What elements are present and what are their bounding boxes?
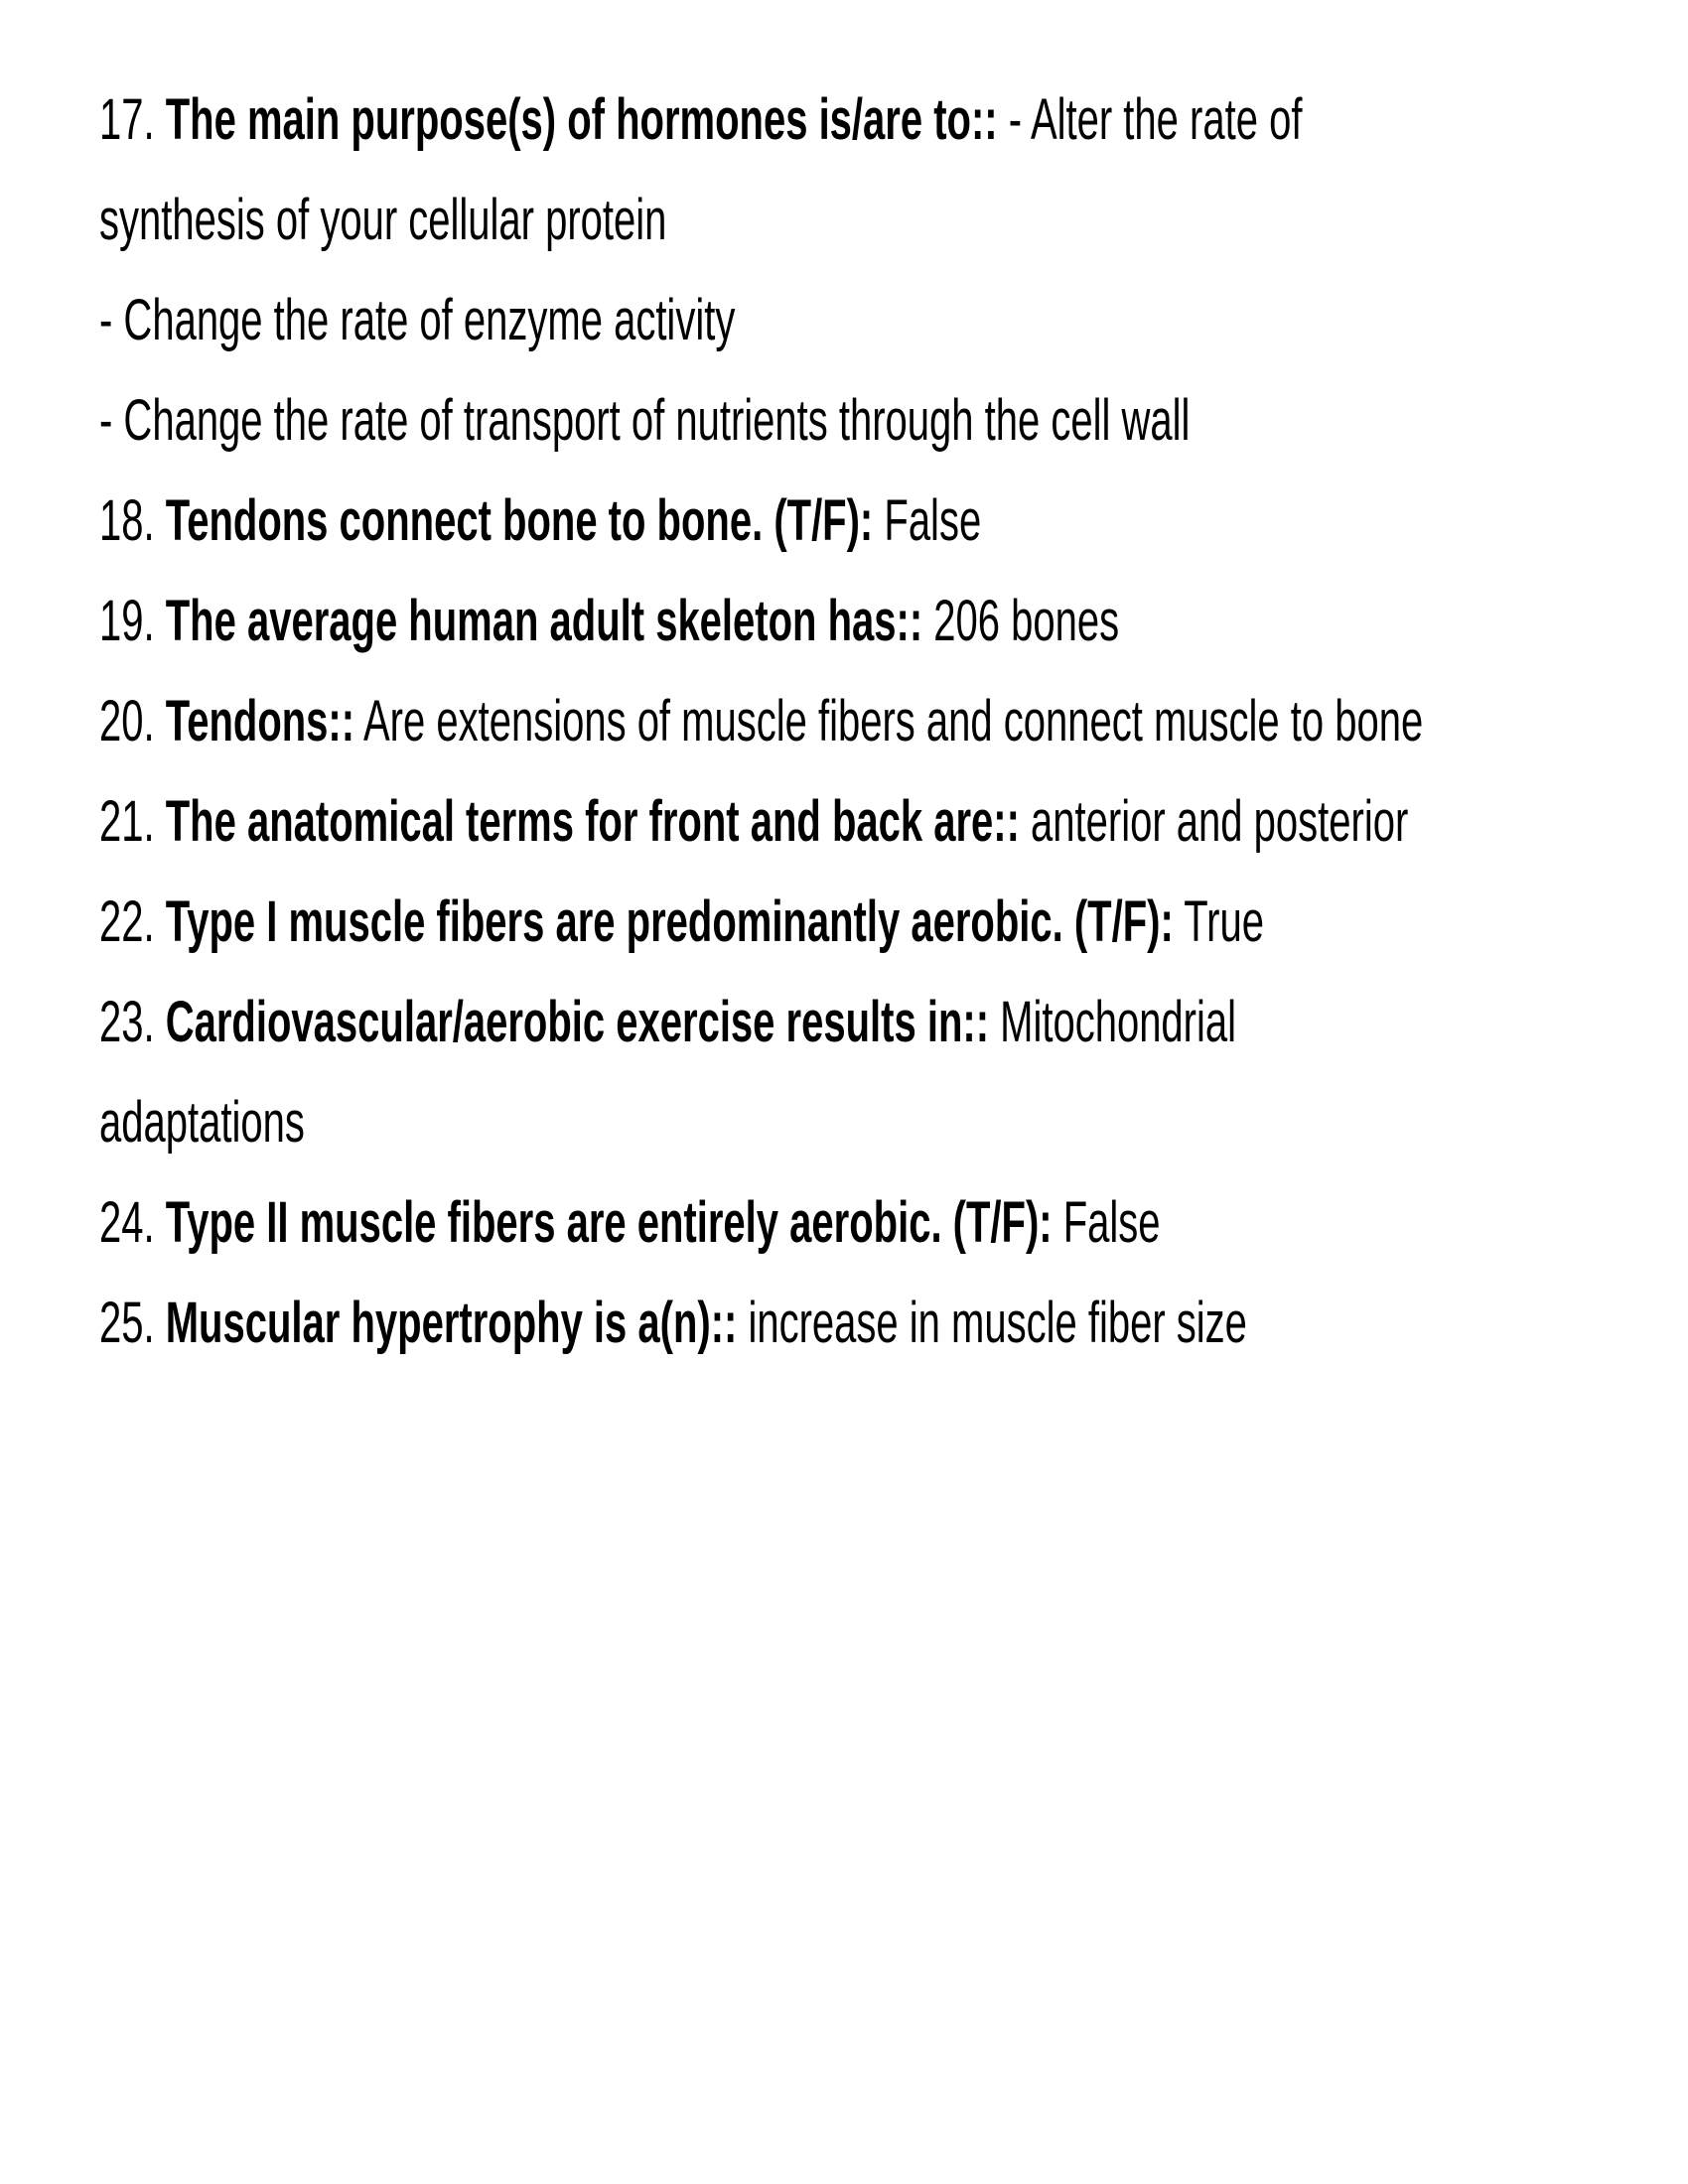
question-number: 17. xyxy=(99,88,155,153)
question-text: Cardiovascular/aerobic exercise results in:: xyxy=(165,991,990,1055)
question-19 xyxy=(99,590,1120,654)
question-24 xyxy=(99,1191,1161,1256)
question-text: The main purpose(s) of hormones is/are to:: xyxy=(165,88,998,153)
question-text: Tendons connect bone to bone. (T/F): xyxy=(165,489,874,554)
question-text: Muscular hypertrophy is a(n):: xyxy=(165,1292,738,1356)
answer-text: Mitochondrial xyxy=(989,991,1237,1055)
answer-continuation: - Change the rate of enzyme activity xyxy=(99,289,736,353)
question-number: 22. xyxy=(99,890,155,955)
question-20 xyxy=(99,690,1424,754)
question-22 xyxy=(99,890,1264,955)
question-number: 18. xyxy=(99,489,155,554)
question-21 xyxy=(99,790,1409,855)
answer-text: False xyxy=(1052,1191,1161,1256)
question-23 xyxy=(99,991,1237,1055)
question-number: 24. xyxy=(99,1191,155,1256)
answer-text: 206 bones xyxy=(922,590,1120,654)
question-number: 25. xyxy=(99,1292,155,1356)
answer-text: False xyxy=(873,489,982,554)
question-number: 21. xyxy=(99,790,155,855)
answer-text: True xyxy=(1173,890,1264,955)
answer-text: Are extensions of muscle fibers and connect muscle to bone xyxy=(354,690,1424,754)
answer-text: increase in muscle fiber size xyxy=(737,1292,1247,1356)
answer-continuation: synthesis of your cellular protein xyxy=(99,189,667,253)
question-number: 23. xyxy=(99,991,155,1055)
question-number: 20. xyxy=(99,690,155,754)
answer-text: anterior and posterior xyxy=(1019,790,1409,855)
question-text: Type I muscle fibers are predominantly aerobic. (T/F): xyxy=(165,890,1174,955)
question-text: The average human adult skeleton has:: xyxy=(165,590,923,654)
question-17 xyxy=(99,88,1303,153)
answer-text: - Alter the rate of xyxy=(997,88,1303,153)
question-18 xyxy=(99,489,982,554)
answer-continuation: - Change the rate of transport of nutrients through the cell wall xyxy=(99,389,1191,454)
question-text: Tendons:: xyxy=(165,690,355,754)
question-text: Type II muscle fibers are entirely aerobic. (T/F): xyxy=(165,1191,1053,1256)
answer-continuation: adaptations xyxy=(99,1091,305,1156)
question-text: The anatomical terms for front and back are:: xyxy=(165,790,1020,855)
question-25 xyxy=(99,1292,1247,1356)
question-number: 19. xyxy=(99,590,155,654)
